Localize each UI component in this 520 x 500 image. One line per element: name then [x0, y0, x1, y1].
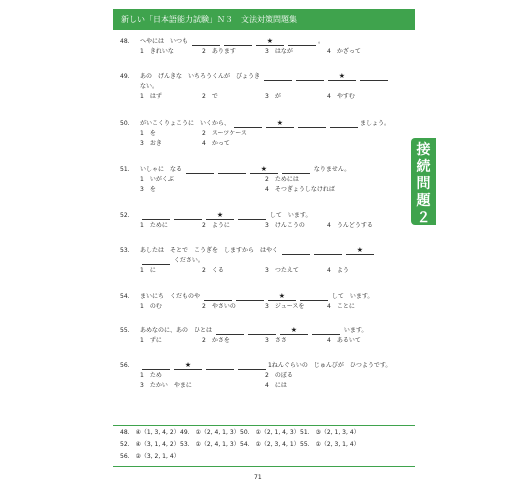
option-3: 3 を — [140, 186, 156, 193]
option-1: 1 に — [140, 267, 156, 274]
answer-item: 56. ②（3, 2, 1, 4） — [120, 453, 180, 460]
answer-key-divider — [113, 466, 415, 467]
question-55 — [120, 326, 410, 346]
star-blank: ★ — [268, 293, 296, 301]
answer-item: 49. ①（2, 4, 1, 3） — [180, 429, 240, 436]
option-2: 2 やさいの — [202, 303, 236, 310]
answer-blank — [224, 38, 252, 46]
answer-blank — [330, 120, 358, 128]
question-stem: いしゃに なる — [140, 166, 183, 173]
star-blank: ★ — [256, 38, 284, 46]
star-blank: ★ — [280, 327, 308, 335]
option-4: 4 うんどうする — [327, 222, 373, 229]
header-title: 新しい「日本語能力試験」Ｎ３ 文法対策問題集 — [121, 15, 297, 24]
option-4: 4 には — [265, 382, 287, 389]
option-3: 3 けんこうの — [265, 222, 305, 229]
question-49 — [120, 72, 410, 102]
answer-item: 52. ④（3, 1, 4, 2） — [120, 441, 180, 448]
question-stem-end: 1ねんぐらいの じゅんびが ひつようです。 — [268, 362, 392, 369]
answer-blank — [174, 212, 202, 220]
question-stem: あめなのに、あの ひとは — [140, 327, 213, 334]
page-number: 71 — [254, 474, 262, 481]
answer-row — [120, 427, 420, 439]
question-stem: まいにち くだものや — [140, 293, 201, 300]
option-2: 2 で — [202, 93, 218, 100]
question-50 — [120, 119, 410, 149]
question-stem-cont: ない。 — [140, 83, 159, 90]
option-4: 4 ことに — [327, 303, 355, 310]
option-2: 2 ためには — [265, 176, 299, 183]
question-stem: へやには いつも — [140, 38, 189, 45]
option-1: 1 ために — [140, 222, 168, 229]
answer-blank — [288, 38, 316, 46]
answer-blank — [142, 257, 170, 265]
option-3: 3 はなが — [265, 48, 293, 55]
question-51 — [120, 165, 410, 195]
answer-key — [120, 427, 420, 463]
option-4: 4 かって — [202, 140, 230, 147]
option-3: 3 たかい やまに — [140, 382, 192, 389]
question-number: 50. — [120, 120, 130, 127]
star-blank: ★ — [174, 362, 202, 370]
answer-item: 48. ④（1, 3, 4, 2） — [120, 429, 180, 436]
answer-item: 51. ③（2, 1, 3, 4） — [300, 429, 360, 436]
option-4: 4 そつぎょうしなければ — [265, 186, 335, 193]
option-3: 3 おき — [140, 140, 162, 147]
answer-blank — [314, 247, 342, 255]
option-4: 4 よう — [327, 267, 349, 274]
option-2: 2 のぼる — [265, 372, 293, 379]
answer-blank — [296, 73, 324, 81]
question-stem-end: います。 — [343, 327, 368, 334]
option-3: 3 ささ — [265, 337, 287, 344]
option-1: 1 を — [140, 130, 156, 137]
answer-blank — [248, 327, 276, 335]
option-1: 1 きれいな — [140, 48, 174, 55]
option-3: 3 ジュースを — [265, 303, 305, 310]
question-stem: がいこくりょこうに いくから、 — [140, 120, 231, 127]
question-number: 51. — [120, 166, 130, 173]
question-stem: あしたは そとで こうぎを しますから はやく — [140, 247, 279, 254]
option-1: 1 はず — [140, 93, 162, 100]
answer-blank — [206, 362, 234, 370]
answer-item: 54. ①（2, 3, 4, 1） — [240, 441, 300, 448]
question-number: 54. — [120, 293, 130, 300]
answer-blank — [282, 247, 310, 255]
option-2: 2 あります — [202, 48, 236, 55]
option-2: 2 ように — [202, 222, 230, 229]
option-4: 4 やすむ — [327, 93, 355, 100]
question-number: 56. — [120, 362, 130, 369]
answer-blank — [186, 166, 214, 174]
star-blank: ★ — [346, 247, 374, 255]
option-3: 3 が — [265, 93, 281, 100]
answer-blank — [238, 362, 266, 370]
answer-item: 53. ①（2, 4, 1, 3） — [180, 441, 240, 448]
question-stem-end: して います。 — [269, 212, 312, 219]
question-53 — [120, 246, 410, 276]
question-stem-end: ましょう。 — [359, 120, 390, 127]
star-blank: ★ — [328, 73, 356, 81]
answer-row — [120, 451, 420, 463]
answer-blank — [216, 327, 244, 335]
answer-blank — [360, 73, 388, 81]
side-tab — [411, 138, 436, 225]
question-number: 53. — [120, 247, 130, 254]
answer-blank — [312, 327, 340, 335]
question-stem-end: ください。 — [173, 257, 204, 264]
star-blank: ★ — [250, 166, 278, 174]
answer-blank — [300, 293, 328, 301]
question-54 — [120, 292, 410, 312]
question-number: 48. — [120, 38, 130, 45]
answer-blank — [142, 212, 170, 220]
option-1: 1 いがくぶ — [140, 176, 174, 183]
answer-blank — [282, 166, 310, 174]
answer-blank — [238, 212, 266, 220]
question-stem: あの げんきな いちろうくんが びょうき — [140, 73, 261, 80]
answer-blank — [218, 166, 246, 174]
answer-blank — [264, 73, 292, 81]
answer-blank — [142, 362, 170, 370]
option-1: 1 のむ — [140, 303, 162, 310]
option-1: 1 ため — [140, 372, 162, 379]
star-blank: ★ — [206, 212, 234, 220]
question-number: 49. — [120, 73, 130, 80]
question-52 — [120, 211, 410, 231]
question-stem-end: して います。 — [331, 293, 374, 300]
option-1: 1 ずに — [140, 337, 162, 344]
question-number: 55. — [120, 327, 130, 334]
answer-blank — [298, 120, 326, 128]
option-4: 4 かざって — [327, 48, 361, 55]
answer-blank — [234, 120, 262, 128]
option-3: 3 つたえて — [265, 267, 299, 274]
side-tab-label: 接続問題２ — [416, 142, 431, 226]
answer-blank — [192, 38, 220, 46]
answer-row — [120, 439, 420, 451]
answer-blank — [204, 293, 232, 301]
question-stem-end: 。 — [317, 38, 324, 45]
star-blank: ★ — [266, 120, 294, 128]
answer-item: 55. ①（2, 3, 1, 4） — [300, 441, 360, 448]
question-56 — [120, 361, 410, 391]
option-2: 2 かさを — [202, 337, 230, 344]
question-stem-end: なりません。 — [313, 166, 351, 173]
option-2: 2 くる — [202, 267, 224, 274]
answer-item: 50. ①（2, 1, 4, 3） — [240, 429, 300, 436]
answer-key-divider — [113, 425, 415, 426]
header-bar — [113, 9, 415, 30]
answer-blank — [236, 293, 264, 301]
question-number: 52. — [120, 212, 130, 219]
question-48 — [120, 37, 410, 57]
option-2: 2 スーツケース — [202, 130, 247, 137]
option-4: 4 あるいて — [327, 337, 361, 344]
